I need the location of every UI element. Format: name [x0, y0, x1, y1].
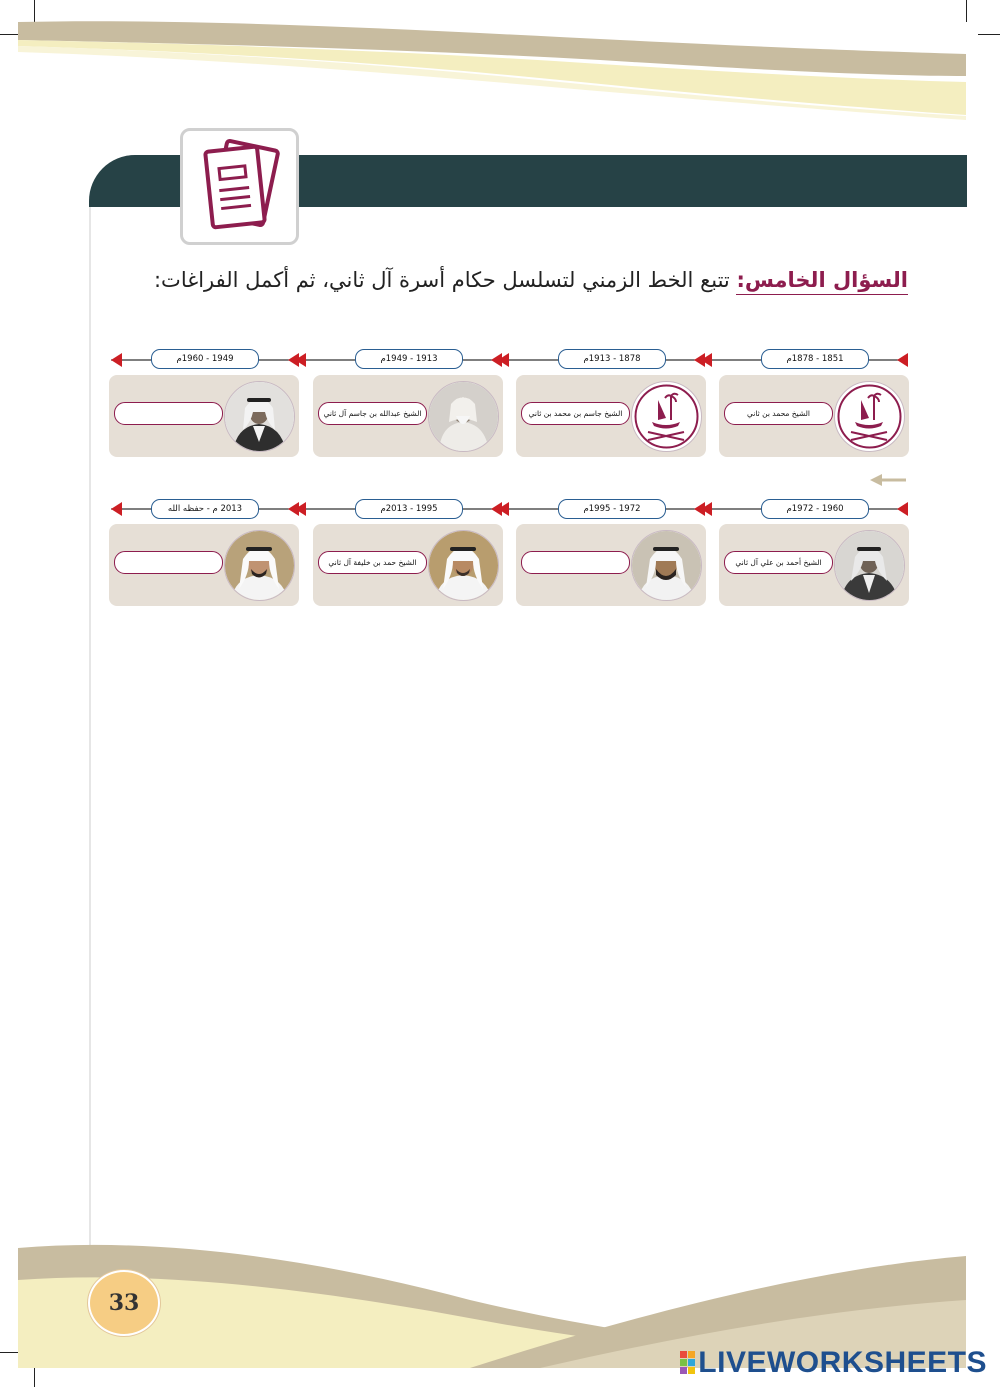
- period-date: 2013 م - حفظه الله: [151, 499, 259, 519]
- header-wave: [0, 0, 1000, 130]
- period-date: 1878 - 1913م: [558, 349, 666, 369]
- direction-arrow-icon: [868, 472, 908, 488]
- avatar-portrait-bisht: [834, 530, 905, 601]
- ruler-name-blank[interactable]: [114, 551, 223, 574]
- period-date: 1913 - 1949م: [355, 349, 463, 369]
- qatar-emblem-icon: [632, 382, 701, 451]
- margin-rule: [89, 207, 91, 1267]
- question-text: [154, 268, 908, 292]
- period-date: 1995 - 2013م: [355, 499, 463, 519]
- ruler-card: [516, 524, 706, 606]
- portrait-icon: [225, 531, 294, 600]
- period-date: 1949 - 1960م: [151, 349, 259, 369]
- ruler-card: [313, 524, 503, 606]
- ruler-card: [313, 375, 503, 457]
- period-date: 1851 - 1878م: [761, 349, 869, 369]
- worksheet-icon-box: [180, 128, 299, 245]
- ruler-name: الشيخ عبدالله بن جاسم آل ثاني: [318, 402, 427, 425]
- ruler-name: الشيخ أحمد بن علي آل ثاني: [724, 551, 833, 574]
- ruler-name: الشيخ جاسم بن محمد بن ثاني: [521, 402, 630, 425]
- ruler-card: [719, 524, 909, 606]
- avatar-portrait-ghutra-white: [428, 530, 499, 601]
- period-date: 1972 - 1995م: [558, 499, 666, 519]
- question-label: السؤال الخامس:: [736, 268, 908, 295]
- ruler-card: [516, 375, 706, 457]
- portrait-icon: [429, 531, 498, 600]
- ruler-name-blank[interactable]: [521, 551, 630, 574]
- brand-mark-icon: [680, 1351, 696, 1375]
- brand-text: LIVEWORKSHEETS: [698, 1346, 987, 1379]
- portrait-icon: [835, 531, 904, 600]
- period-date: 1960 - 1972م: [761, 499, 869, 519]
- avatar-portrait-elder: [428, 381, 499, 452]
- portrait-icon: [632, 531, 701, 600]
- page-number: 33: [88, 1270, 160, 1336]
- portrait-icon: [429, 382, 498, 451]
- avatar-qatar-emblem: [834, 381, 905, 452]
- avatar-portrait-ghutra-white: [224, 530, 295, 601]
- ruler-card: [719, 375, 909, 457]
- ruler-name-blank[interactable]: [114, 402, 223, 425]
- ruler-name: الشيخ حمد بن خليفة آل ثاني: [318, 551, 427, 574]
- avatar-qatar-emblem: [631, 381, 702, 452]
- avatar-portrait-beard: [631, 530, 702, 601]
- question-instruction: تتبع الخط الزمني لتسلسل حكام أسرة آل ثاني، ثم أكمل الفراغات:: [153, 268, 737, 292]
- avatar-portrait-ghutra: [224, 381, 295, 452]
- brand-logo: [680, 1346, 987, 1380]
- ruler-card: [109, 524, 299, 606]
- qatar-emblem-icon: [835, 382, 904, 451]
- document-icon: [183, 131, 296, 242]
- ruler-card: [109, 375, 299, 457]
- portrait-icon: [225, 382, 294, 451]
- ruler-name: الشيخ محمد بن ثاني: [724, 402, 833, 425]
